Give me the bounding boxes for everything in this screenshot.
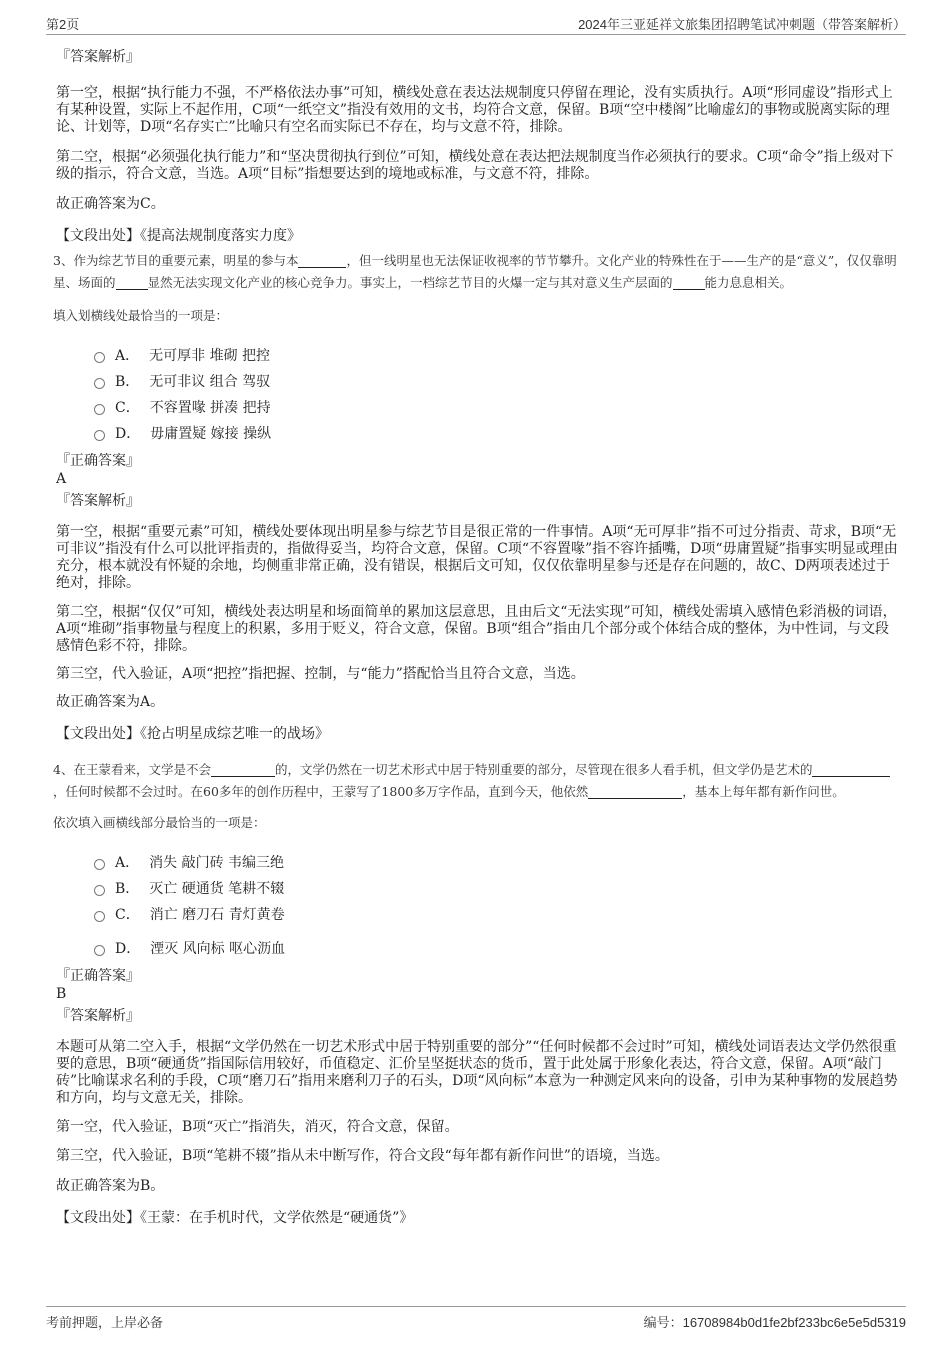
q4-stem: 4、在王蒙看来，文学是不会 的，文学仍然在一切艺术形式中居于特别重要的部分，尽管现在很多人看手机，但文学仍是艺术的，任何时候都不会过时。在60多年的创作历程中，王蒙写了1800多万字作品，直到今天，他依然 ，基本上每年都有新作问世。 bbox=[53, 759, 898, 803]
page-number: 第2页 bbox=[46, 17, 80, 32]
document-title: 2024年三亚延祥文旅集团招聘笔试冲刺题（带答案解析） bbox=[578, 17, 906, 32]
page-footer bbox=[46, 1306, 906, 1330]
q3-analysis-label: 『答案解析』 bbox=[56, 493, 140, 509]
q4-prompt: 依次填入画横线部分最恰当的一项是： bbox=[53, 815, 266, 830]
q3-analysis-para1: 第一空，根据“重要元素”可知，横线处要体现出明星参与综艺节目是很正常的一件事情。A项“无可厚非”指不可过分指责、苛求，B项“无可非议”指没有什么可以批评指责的，指做得妥当，均符合文意，保留。C项“不容置喙”指不容许插嘴，D项“毋庸置疑”指事实明显或理由充分，根本就没有怀疑的余地，均侧重非常正确，没有错误，根据后文可知，仅仅依靠明星参与还是存在问题的，故C、D两项表述过于绝对，排除。 bbox=[56, 524, 898, 591]
radio-icon[interactable] bbox=[94, 859, 105, 870]
q4-analysis-para1: 本题可从第二空入手，根据“文学仍然在一切艺术形式中居于特别重要的部分”“任何时候都不会过时”可知，横线处词语表达文学仍然很重要的意思，B项“硬通货”指国际信用较好，币值稳定、汇价呈坚挺状态的货币，置于此处属于形象化表达，符合文意，保留。A项“敲门砖”比喻谋求名利的手段，C项“磨刀石”指用来磨利刀子的石头，D项“风向标”本意为一种测定风来向的设备，引申为某种事物的发展趋势和方向，均与文意无关，排除。 bbox=[56, 1039, 898, 1106]
q4-blank-2 bbox=[812, 762, 890, 777]
q3-option-d[interactable]: D． 毋庸置疑 嫁接 操纵 bbox=[94, 420, 898, 446]
q3-analysis-para2: 第二空，根据“仅仅”可知，横线处表达明星和场面简单的累加这层意思，且由后文“无法实现”可知，横线处需填入感情色彩消极的词语，A项“堆砌”指事物量与程度上的积累，多用于贬义，符合文意，保留。B项“组合”指由几个部分或个体结合成的整体，为中性词，与文段感情色彩不符，排除。 bbox=[56, 604, 897, 654]
q4-correct-label: 『正确答案』 bbox=[56, 968, 140, 984]
q4-option-a[interactable]: A． 消失 敲门砖 韦编三绝 bbox=[94, 849, 898, 875]
q2-analysis-para2: 第二空，根据“必须强化执行能力”和“坚决贯彻执行到位”可知，横线处意在表达把法规制度当作必须执行的要求。C项“命令”指上级对下级的指示，符合文意，当选。A项“目标”指想要达到的境地或标准，与文意不符，排除。 bbox=[56, 149, 894, 182]
radio-icon[interactable] bbox=[94, 378, 105, 389]
q4-analysis-para3: 第三空，代入验证，B项“笔耕不辍”指从未中断写作，符合文段“每年都有新作问世”的语境，当选。 bbox=[56, 1148, 669, 1164]
radio-icon[interactable] bbox=[94, 911, 105, 922]
q4-blank-1 bbox=[211, 762, 275, 777]
q3-options bbox=[56, 342, 898, 446]
q3-option-b[interactable]: B． 无可非议 组合 驾驭 bbox=[94, 368, 898, 394]
document-id: 编号：16708984b0d1fe2bf233bc6e5e5d5319 bbox=[643, 1315, 906, 1330]
q2-analysis-para1: 第一空，根据“执行能力不强，不严格依法办事”可知，横线处意在表达法规制度只停留在理论，没有实质执行。A项“形同虚设”指形式上有某种设置，实际上不起作用，C项“一纸空文”指没有效用的文书，均符合文意，保留。B项“空中楼阁”比喻虚幻的事物或脱离实际的理论、计划等，D项“名存实亡”比喻只有空名而实际已不存在，均与文意不符，排除。 bbox=[56, 85, 893, 135]
radio-icon[interactable] bbox=[94, 430, 105, 441]
q4-option-d[interactable]: D． 湮灭 风向标 呕心沥血 bbox=[94, 935, 898, 961]
q4-options bbox=[56, 849, 898, 961]
radio-icon[interactable] bbox=[94, 945, 105, 956]
q3-stem: 3、作为综艺节目的重要元素，明星的参与本 ，但一线明星也无法保证收视率的节节攀升。文化产业的特殊性在于——生产的是“意义”，仅仅靠明星、场面的 显然无法实现文化产业的核心竞争力。事实上，一档综艺节目的火爆一定与其对意义生产层面的 能力息息相关。 bbox=[53, 253, 897, 290]
q3-correct-label: 『正确答案』 bbox=[56, 453, 140, 469]
q4-option-c[interactable]: C． 消亡 磨刀石 青灯黄卷 bbox=[94, 901, 898, 927]
page-header bbox=[46, 12, 906, 35]
q3-option-c[interactable]: C． 不容置喙 拼凑 把持 bbox=[94, 394, 898, 420]
q4-analysis-para2: 第一空，代入验证，B项“灭亡”指消失，消灭，符合文意，保留。 bbox=[56, 1119, 459, 1135]
q3-answer: A bbox=[56, 471, 67, 487]
q4-option-b[interactable]: B． 灭亡 硬通货 笔耕不辍 bbox=[94, 875, 898, 901]
radio-icon[interactable] bbox=[94, 885, 105, 896]
q4-conclusion: 故正确答案为B。 bbox=[56, 1178, 165, 1194]
q2-conclusion: 故正确答案为C。 bbox=[56, 196, 165, 212]
q3-prompt: 填入划横线处最恰当的一项是： bbox=[53, 308, 229, 323]
q3-blank-3 bbox=[673, 275, 705, 290]
q3-analysis-para3: 第三空，代入验证，A项“把控”指把握、控制，与“能力”搭配恰当且符合文意，当选。 bbox=[56, 666, 585, 682]
radio-icon[interactable] bbox=[94, 404, 105, 415]
footer-slogan: 考前押题，上岸必备 bbox=[46, 1315, 164, 1330]
q4-blank-3 bbox=[588, 784, 682, 799]
page-content bbox=[53, 42, 898, 1227]
q4-analysis-label: 『答案解析』 bbox=[56, 1008, 140, 1024]
q2-analysis-label: 『答案解析』 bbox=[56, 49, 140, 65]
q2-source: 【文段出处】《提高法规制度落实力度》 bbox=[56, 228, 301, 244]
q3-conclusion: 故正确答案为A。 bbox=[56, 694, 165, 710]
radio-icon[interactable] bbox=[94, 352, 105, 363]
q4-answer: B bbox=[56, 986, 67, 1002]
q3-blank-2 bbox=[116, 275, 148, 290]
q3-option-a[interactable]: A． 无可厚非 堆砌 把控 bbox=[94, 342, 898, 368]
q3-blank-1 bbox=[298, 253, 346, 268]
q4-source: 【文段出处】《王蒙：在手机时代，文学依然是“硬通货”》 bbox=[56, 1210, 414, 1226]
q3-source: 【文段出处】《抢占明星成综艺唯一的战场》 bbox=[56, 726, 329, 742]
